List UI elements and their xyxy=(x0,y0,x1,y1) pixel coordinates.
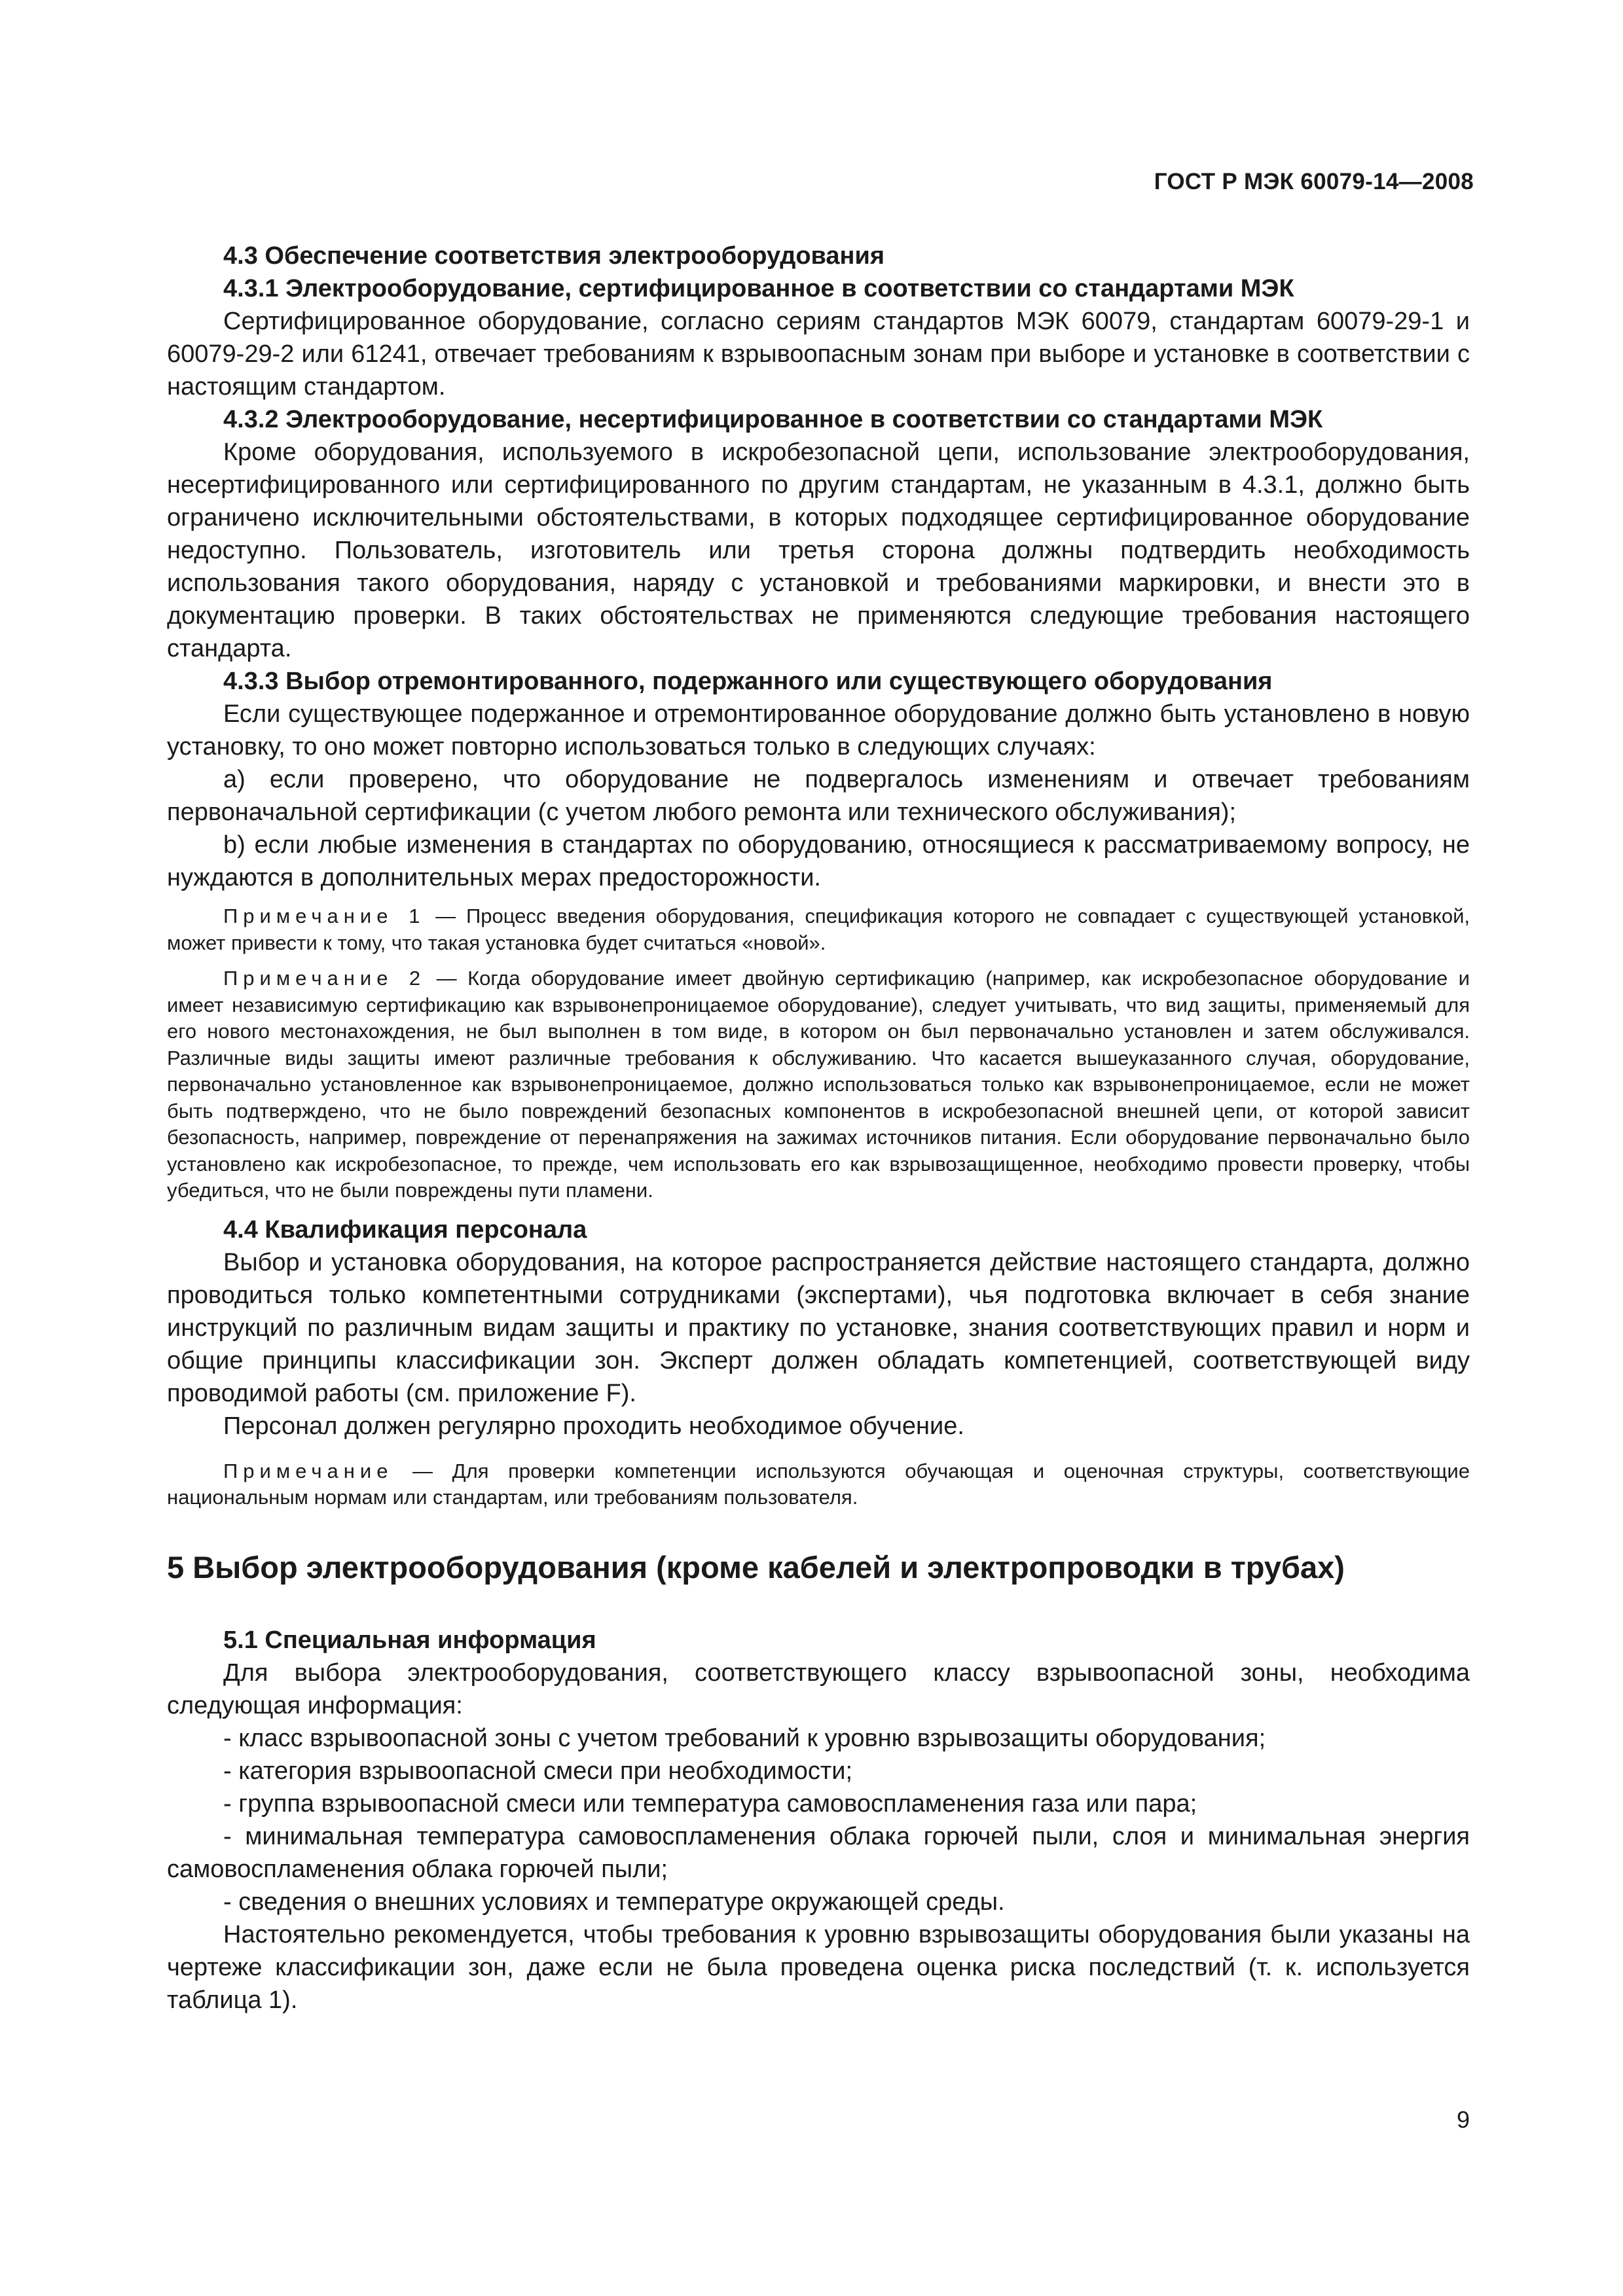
note-1-text: — Процесс введения оборудования, спецификация которого не совпадает с существующей установкой, может привести к тому, что такая установка будет считаться «новой». xyxy=(167,905,1470,954)
section-4-3-title: 4.3 Обеспечение соответствия электрооборудования xyxy=(223,242,885,270)
section-4-4-title: 4.4 Квалификация персонала xyxy=(223,1215,587,1244)
section-4-3-3-item-b: b) если любые изменения в стандартах по оборудованию, относящиеся к рассматриваемому вопросу, не нуждаются в дополнительных мерах предосторожности. xyxy=(167,831,1470,891)
note-2-label: Примечание 2 xyxy=(223,967,426,990)
list-item: - группа взрывоопасной смеси или температура самовоспламенения газа или пара; xyxy=(223,1789,1197,1818)
page-content xyxy=(167,240,1470,2017)
note-1 xyxy=(167,903,1470,956)
note-2-text: — Когда оборудование имеет двойную сертификацию (например, как искробезопасное оборудование и имеет независимую сертификацию как взрывонепроницаемое оборудование), следует учитывать, что вид защиты, применяемый для его нового местонахождения, не был выполнен в том виде, в котором он был первоначально установлен и затем обслуживался. Различные виды защиты имеют различные требования к обслуживанию. Что касается вышеуказанного случая, оборудование, первоначально установленное как взрывонепроницаемое, должно использоваться только как взрывонепроницаемое, если не может быть подтверждено, что не было повреждений безопасных компонентов в искробезопасной внешней цепи, от которой зависит безопасность, например, повреждение от перенапряжения на зажимах источников питания. Если оборудование первоначально было установлено как искробезопасное, то прежде, чем использовать его как взрывозащищенное, необходимо провести проверку, чтобы убедиться, что не были повреждены пути пламени. xyxy=(167,967,1470,1202)
section-5-1-title: 5.1 Специальная информация xyxy=(223,1626,596,1654)
list-item: - сведения о внешних условиях и температуре окружающей среды. xyxy=(223,1888,1005,1916)
section-4-3-2-title: 4.3.2 Электрооборудование, несертифицированное в соответствии со стандартами МЭК xyxy=(223,406,1323,433)
note-2 xyxy=(167,965,1470,1204)
note-4-4 xyxy=(167,1458,1470,1511)
document-header: ГОСТ Р МЭК 60079-14—2008 xyxy=(1154,169,1474,194)
list-item: - категория взрывоопасной смеси при необходимости; xyxy=(223,1757,853,1785)
note-4-4-label: Примечание xyxy=(223,1459,393,1482)
page-number: 9 xyxy=(1456,2106,1470,2133)
section-4-4-text-1: Выбор и установка оборудования, на которое распространяется действие настоящего стандарта, должно проводиться только компетентными сотрудниками (экспертами), чья подготовка включает в себя знание инструкций по различным видам защиты и практику по установке, знания соответствующих правил и норм и общие принципы классификации зон. Эксперт должен обладать компетенцией, соответствующей виду проводимой работы (см. приложение F). xyxy=(167,1248,1470,1407)
section-4-3-3-item-a: a) если проверено, что оборудование не подвергалось изменениям и отвечает требованиям первоначальной сертификации (с учетом любого ремонта или технического обслуживания); xyxy=(167,766,1470,826)
section-4-3-1-text: Сертифицированное оборудование, согласно сериям стандартов МЭК 60079, стандартам 60079-29-1 и 60079-29-2 или 61241, отвечает требованиям к взрывоопасным зонам при выборе и установке в соответствии с настоящим стандартом. xyxy=(167,308,1470,401)
section-4-4-text-2: Персонал должен регулярно проходить необходимое обучение. xyxy=(223,1412,964,1440)
section-4-3-2-text: Кроме оборудования, используемого в искробезопасной цепи, использование электрооборудования, несертифицированного или сертифицированного по другим стандартам, не указанным в 4.3.1, должно быть ограничено исключительными обстоятельствами, в которых подходящее сертифицированное оборудование недоступно. Пользователь, изготовитель или третья сторона должны подтвердить необходимость использования такого оборудования, наряду с установкой и требованиями маркировки, и внести это в документацию проверки. В таких обстоятельствах не применяются следующие требования настоящего стандарта. xyxy=(167,439,1470,662)
section-4-3-1-title: 4.3.1 Электрооборудование, сертифицированное в соответствии со стандартами МЭК xyxy=(223,275,1294,302)
section-5-title: 5 Выбор электрооборудования (кроме кабелей и электропроводки в трубах) xyxy=(167,1549,1345,1585)
note-1-label: Примечание 1 xyxy=(223,905,426,927)
note-4-4-text: — Для проверки компетенции используются обучающая и оценочная структуры, соответствующие национальным нормам или стандартам, или требованиям пользователя. xyxy=(167,1459,1470,1509)
list-item: - минимальная температура самовоспламенения облака горючей пыли, слоя и минимальная энергия самовоспламенения облака горючей пыли; xyxy=(167,1822,1470,1883)
list-item: - класс взрывоопасной зоны с учетом требований к уровню взрывозащиты оборудования; xyxy=(223,1724,1266,1752)
section-4-3-3-intro: Если существующее подержанное и отремонтированное оборудование должно быть установлено в новую установку, то оно может повторно использоваться только в следующих случаях: xyxy=(167,700,1470,761)
section-5-1-closing: Настоятельно рекомендуется, чтобы требования к уровню взрывозащиты оборудования были указаны на чертеже классификации зон, даже если не была проведена оценка риска последствий (т. к. используется таблица 1). xyxy=(167,1920,1470,2014)
section-4-3-3-title: 4.3.3 Выбор отремонтированного, подержанного или существующего оборудования xyxy=(223,668,1273,695)
section-5-1-intro: Для выбора электрооборудования, соответствующего классу взрывоопасной зоны, необходима следующая информация: xyxy=(167,1659,1470,1719)
